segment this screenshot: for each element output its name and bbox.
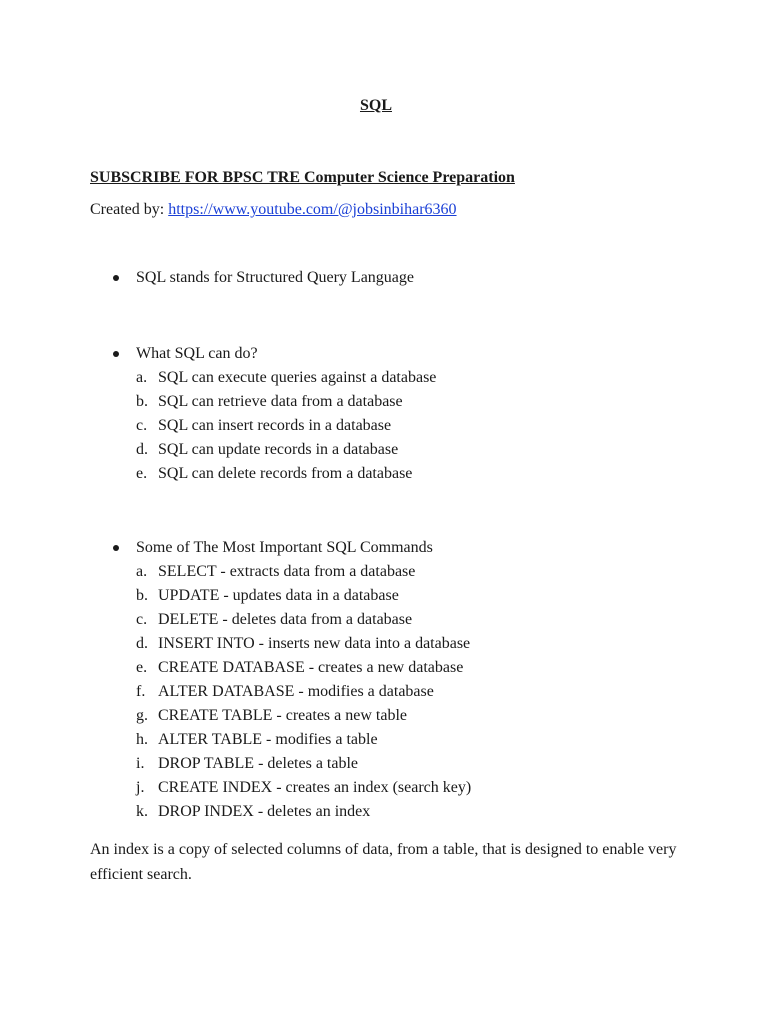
list-item: CREATE INDEX - creates an index (search key) <box>158 779 472 796</box>
list-marker: a. <box>136 369 148 386</box>
list-item: DELETE - deletes data from a database <box>158 611 413 628</box>
list-marker: b. <box>136 393 148 410</box>
list-item: SQL can insert records in a database <box>158 417 392 434</box>
list-item: INSERT INTO - inserts new data into a database <box>158 635 471 652</box>
list-item: ALTER TABLE - modifies a table <box>158 731 378 748</box>
list-item: DROP INDEX - deletes an index <box>158 803 371 820</box>
bullet-dot <box>113 351 119 357</box>
bullet-what-sql-can-do: What SQL can do? <box>136 345 258 362</box>
bullet-sql-definition: SQL stands for Structured Query Language <box>136 269 414 286</box>
bullet-sql-commands: Some of The Most Important SQL Commands <box>136 539 433 556</box>
list-marker: i. <box>136 755 145 772</box>
list-marker: j. <box>136 779 145 796</box>
list-marker: k. <box>136 803 148 820</box>
list-item: SQL can update records in a database <box>158 441 399 458</box>
youtube-link[interactable]: https://www.youtube.com/@jobsinbihar6360 <box>168 201 457 218</box>
list-item: SQL can execute queries against a database <box>158 369 437 386</box>
list-item: CREATE DATABASE - creates a new database <box>158 659 464 676</box>
list-marker: g. <box>136 707 148 724</box>
bullet-dot <box>113 545 119 551</box>
list-marker: c. <box>136 417 148 434</box>
list-marker: a. <box>136 563 148 580</box>
list-marker: b. <box>136 587 148 604</box>
created-by-label: Created by: <box>90 201 169 218</box>
index-definition-paragraph: An index is a copy of selected columns of data, from a table, that is designed to enable very efficient search. <box>90 841 677 883</box>
list-item: UPDATE - updates data in a database <box>158 587 399 604</box>
list-item: DROP TABLE - deletes a table <box>158 755 359 772</box>
list-marker: d. <box>136 635 148 652</box>
bullet-dot <box>113 275 119 281</box>
list-marker: f. <box>136 683 146 700</box>
list-item: SQL can delete records from a database <box>158 465 413 482</box>
list-item: CREATE TABLE - creates a new table <box>158 707 408 724</box>
list-marker: c. <box>136 611 148 628</box>
list-marker: e. <box>136 465 148 482</box>
list-marker: d. <box>136 441 148 458</box>
list-marker: e. <box>136 659 148 676</box>
list-marker: h. <box>136 731 148 748</box>
document-title: SQL <box>359 97 392 114</box>
list-item: SELECT - extracts data from a database <box>158 563 416 580</box>
list-item: SQL can retrieve data from a database <box>158 393 403 410</box>
created-by-line <box>90 200 457 220</box>
list-item: ALTER DATABASE - modifies a database <box>158 683 434 700</box>
subscribe-heading: SUBSCRIBE FOR BPSC TRE Computer Science Preparation <box>90 169 515 186</box>
